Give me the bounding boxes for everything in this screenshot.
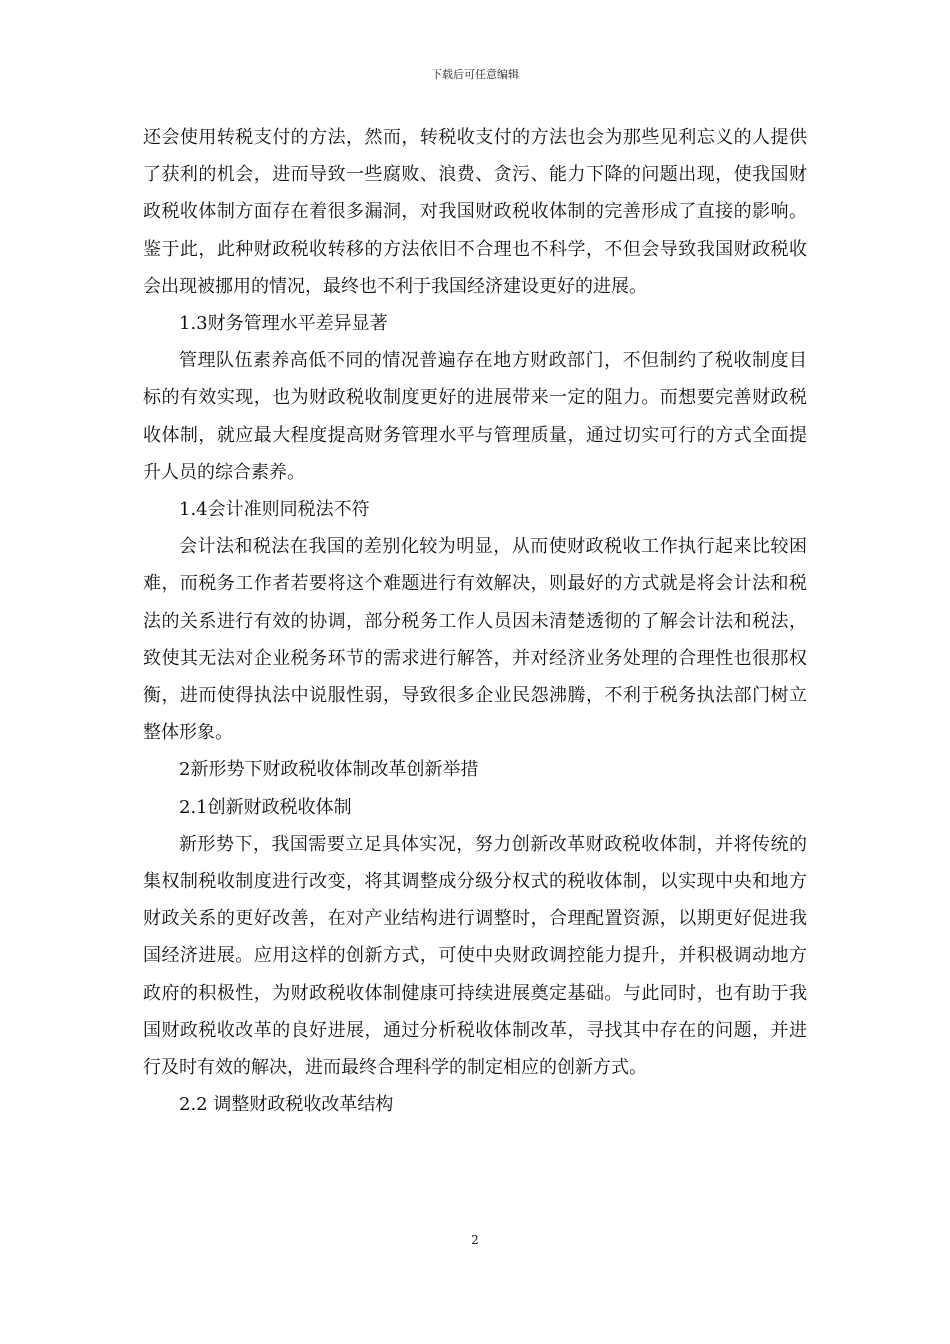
paragraph-accounting-tax-law: 会计法和税法在我国的差别化较为明显，从而使财政税收工作执行起来比较困难，而税务工作者若要将这个难题进行有效解决，则最好的方式就是将会计法和税法的关系进行有效的协调，部分税务工作人员因未清楚透彻的了解会计法和税法，致使其无法对企业税务环节的需求进行解答，并对经济业务处理的合理性也很那权衡，进而使得执法中说服性弱，导致很多企业民怨沸腾，不利于税务执法部门树立整体形象。 [143, 536, 807, 744]
paragraph-financial-management: 管理队伍素养高低不同的情况普遍存在地方财政部门，不但制约了税收制度目标的有效实现，也为财政税收制度更好的进展带来一定的阻力。而想要完善财政税收体制，就应最大程度提高财务管理水平与管理质量，通过切实可行的方式全面提升人员的综合素养。 [143, 350, 807, 483]
document-body [143, 119, 807, 1123]
section-heading-2: 2新形势下财政税收体制改革创新举措 [179, 759, 479, 781]
section-heading-2-1: 2.1创新财政税收体制 [179, 796, 352, 818]
section-heading-1-3: 1.3财务管理水平差异显著 [179, 313, 388, 335]
section-heading-2-2: 2.2 调整财政税收改革结构 [179, 1094, 394, 1116]
paragraph-innovate-tax-system: 新形势下，我国需要立足具体实况，努力创新改革财政税收体制，并将传统的集权制税收制度进行改变，将其调整成分级分权式的税收体制，以实现中央和地方财政关系的更好改善，在对产业结构进行调整时，合理配置资源，以期更好促进我国经济进展。应用这样的创新方式，可使中央财政调控能力提升，并积极调动地方政府的积极性，为财政税收体制健康可持续进展奠定基础。与此同时，也有助于我国财政税收改革的良好进展，通过分析税收体制改革，寻找其中存在的问题，并进行及时有效的解决，进而最终合理科学的制定相应的创新方式。 [143, 833, 807, 1079]
page-number: 2 [471, 1233, 479, 1247]
page-header: 下载后可任意编辑 [431, 68, 519, 81]
section-heading-1-4: 1.4会计准则同税法不符 [179, 499, 370, 521]
paragraph-continued: 还会使用转税支付的方法，然而，转税收支付的方法也会为那些见利忘义的人提供了获利的机会，进而导致一些腐败、浪费、贪污、能力下降的问题出现，使我国财政税收体制方面存在着很多漏洞，对我国财政税收体制的完善形成了直接的影响。鉴于此，此种财政税收转移的方法依旧不合理也不科学，不但会导致我国财政税收会出现被挪用的情况，最终也不利于我国经济建设更好的进展。 [143, 127, 807, 297]
